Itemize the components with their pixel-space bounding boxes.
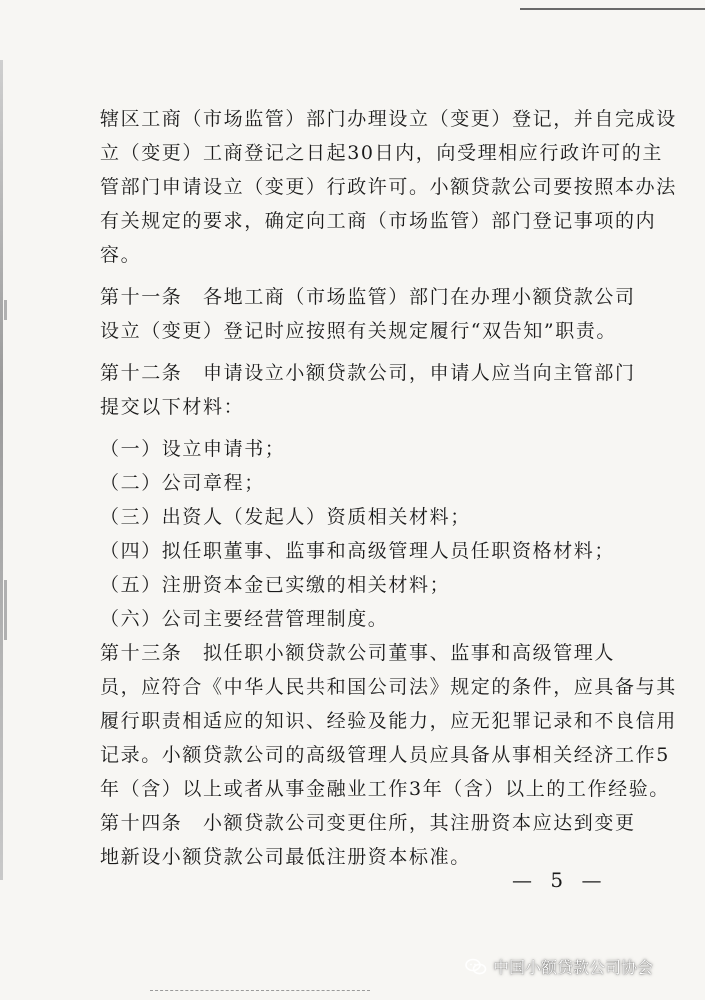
text-line: 设立（变更）登记时应按照有关规定履行“双告知”职责。 <box>100 320 618 342</box>
text-line: 提交以下材料： <box>100 396 245 418</box>
watermark <box>465 955 653 978</box>
article-13: 第十三条 拟任职小额贷款公司董事、监事和高级管理人 <box>100 642 616 664</box>
text-line: 容。 <box>100 244 142 266</box>
binding-edge <box>0 60 3 880</box>
text-line: 管部门申请设立（变更）行政许可。小额贷款公司要按照本办法 <box>100 176 677 198</box>
bottom-scan-marks <box>150 990 370 993</box>
text-line: 记录。小额贷款公司的高级管理人员应具备从事相关经济工作5 <box>100 744 670 766</box>
text-line: 立（变更）工商登记之日起30日内，向受理相应行政许可的主 <box>100 142 663 164</box>
wechat-icon <box>465 958 487 976</box>
text-line: 员，应符合《中华人民共和国公司法》规定的条件，应具备与其 <box>100 676 677 698</box>
article-14: 第十四条 小额贷款公司变更住所，其注册资本应达到变更 <box>100 812 636 834</box>
scan-speck <box>4 300 7 320</box>
text-line: 辖区工商（市场监管）部门办理设立（变更）登记，并自完成设 <box>100 108 677 130</box>
article-11: 第十一条 各地工商（市场监管）部门在办理小额贷款公司 <box>100 286 636 308</box>
text-line: 有关规定的要求，确定向工商（市场监管）部门登记事项的内 <box>100 210 657 232</box>
list-item-5: （五）注册资本金已实缴的相关材料； <box>100 574 451 596</box>
text-line: 年（含）以上或者从事金融业工作3年（含）以上的工作经验。 <box>100 778 670 800</box>
page-number: — 5 — <box>512 868 608 892</box>
list-item-6: （六）公司主要经营管理制度。 <box>100 608 389 630</box>
list-item-4: （四）拟任职董事、监事和高级管理人员任职资格材料； <box>100 540 616 562</box>
text-line: 地新设小额贷款公司最低注册资本标准。 <box>100 846 471 868</box>
top-rule <box>520 8 705 10</box>
text-line: 履行职责相适应的知识、经验及能力，应无犯罪记录和不良信用 <box>100 710 677 732</box>
list-item-2: （二）公司章程； <box>100 472 265 494</box>
article-12: 第十二条 申请设立小额贷款公司，申请人应当向主管部门 <box>100 362 636 384</box>
body-text <box>100 102 677 874</box>
list-item-1: （一）设立申请书； <box>100 438 286 460</box>
scan-speck <box>4 580 7 640</box>
watermark-text: 中国小额贷款公司协会 <box>493 958 654 977</box>
list-item-3: （三）出资人（发起人）资质相关材料； <box>100 506 471 528</box>
